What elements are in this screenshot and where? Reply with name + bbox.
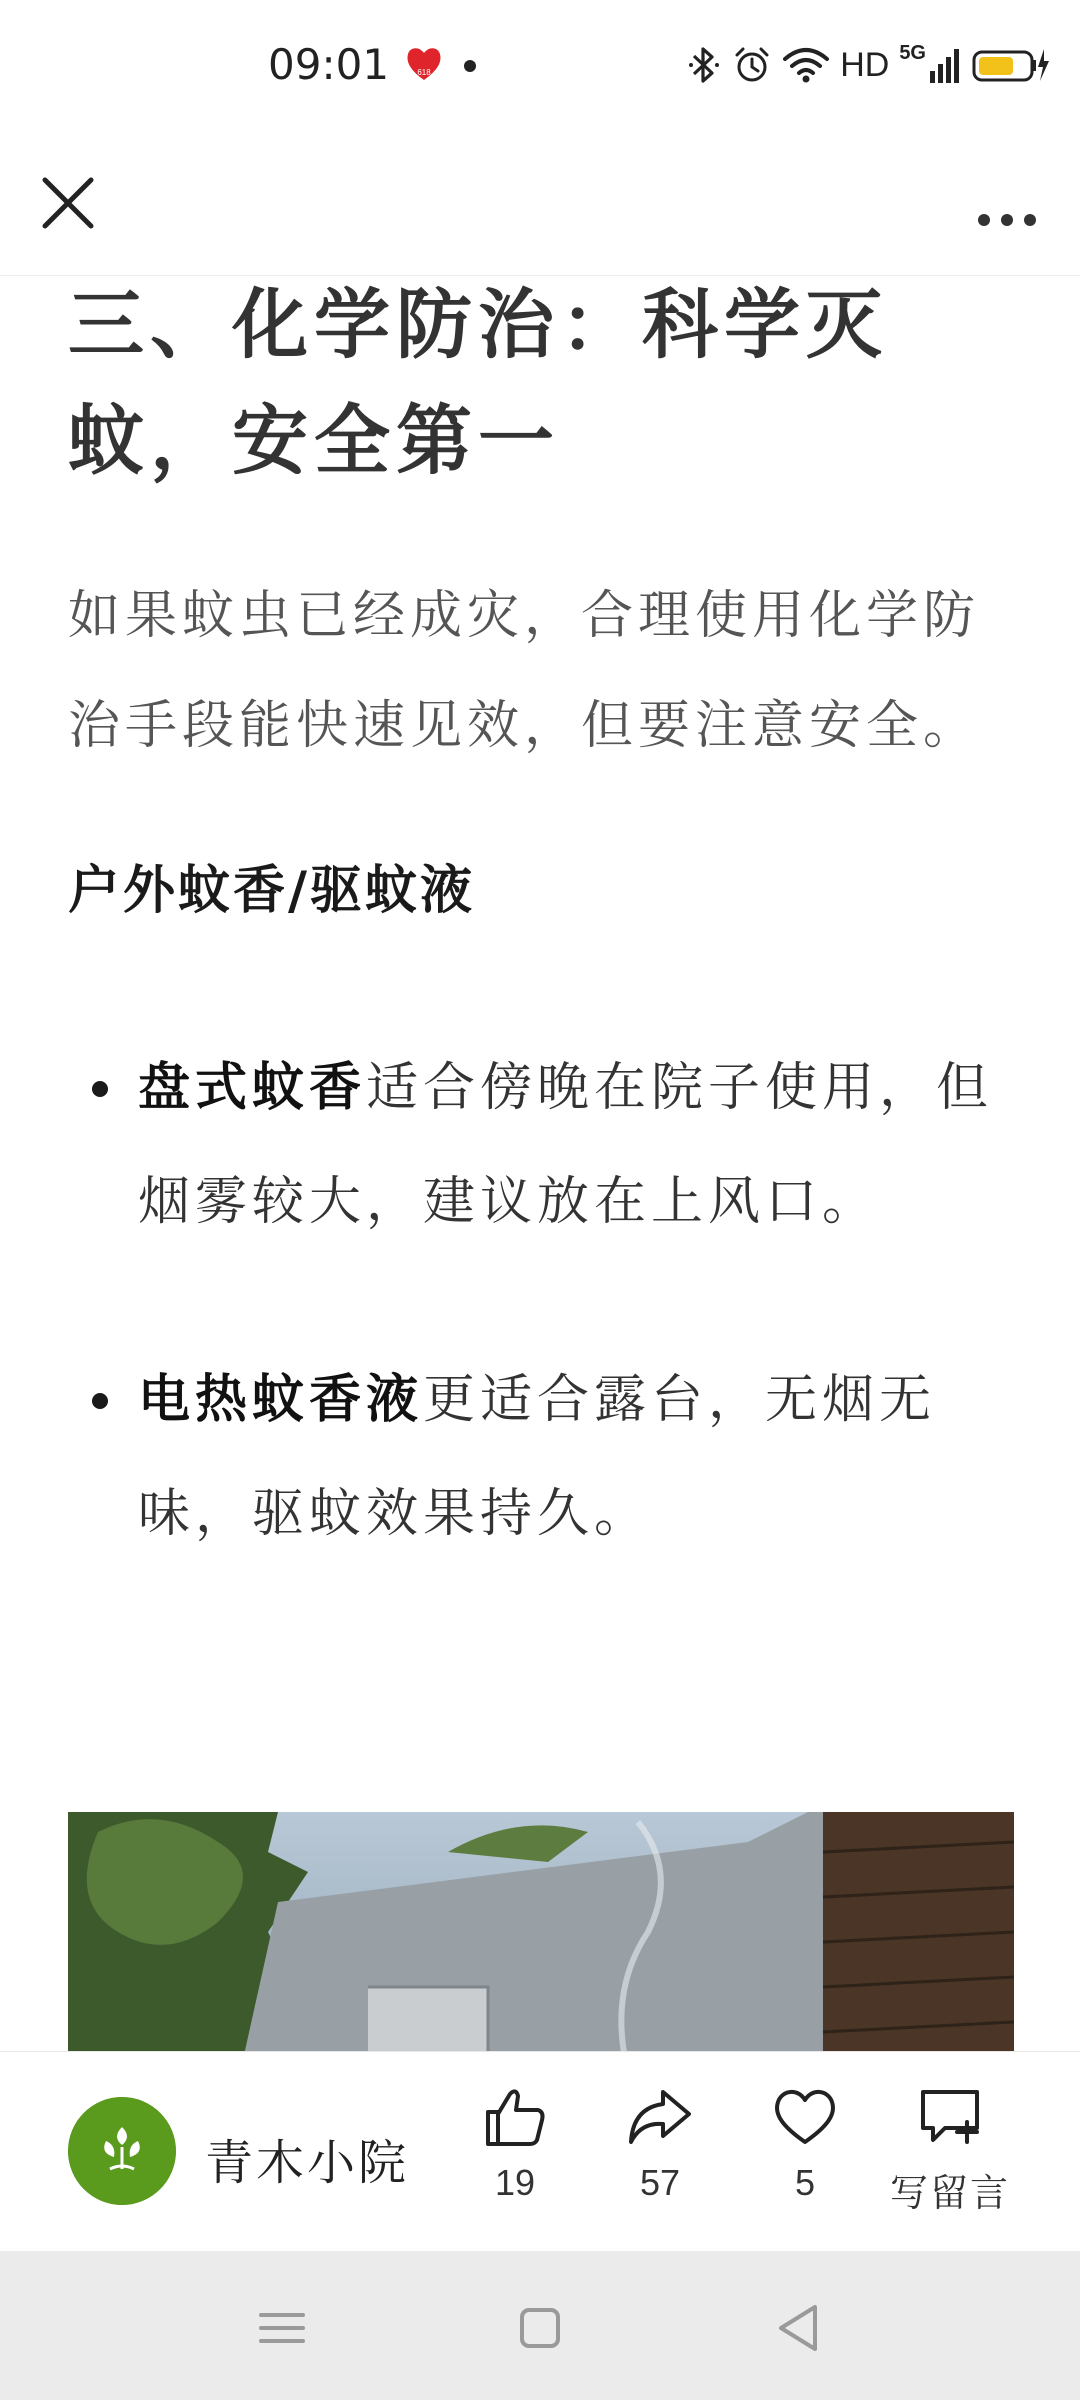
bullet-bold-term: 盘式蚊香 [138, 1058, 367, 1118]
more-options-icon[interactable] [962, 163, 1052, 243]
article-content [68, 275, 1018, 2051]
list-item [68, 1343, 1018, 1571]
bullet-dot [92, 1393, 108, 1409]
heart-icon [770, 2082, 840, 2152]
signal-icon [928, 45, 962, 85]
list-item [68, 1031, 1018, 1259]
notification-dot [464, 60, 476, 72]
author-avatar[interactable] [68, 2097, 176, 2205]
battery-icon [972, 45, 1050, 85]
home-icon[interactable] [505, 2293, 575, 2363]
status-bar [0, 0, 1080, 135]
bullet-list [68, 1031, 1018, 1571]
bullet-text: 更适合露台，无烟无味，驱蚊效果持久。 [138, 1370, 937, 1544]
thumbs-up-icon [480, 2082, 550, 2152]
bottom-action-bar [0, 2051, 1080, 2252]
favorite-count: 5 [794, 2162, 816, 2203]
wifi-icon [782, 45, 830, 85]
back-icon[interactable] [763, 2293, 833, 2363]
svg-text:618: 618 [417, 68, 431, 77]
section-heading: 三、化学防治：科学灭蚊，安全第一 [68, 280, 888, 485]
subheading: 户外蚊香/驱蚊液 [68, 861, 475, 921]
share-button[interactable] [595, 2082, 725, 2204]
bullet-bold-term: 电热蚊香液 [138, 1370, 424, 1430]
bullet-dot [92, 1081, 108, 1097]
system-nav-bar [0, 2251, 1080, 2400]
bluetooth-icon [688, 45, 722, 85]
status-icons [688, 40, 1050, 90]
write-comment-label: 写留言 [889, 2171, 1010, 2215]
author-name[interactable]: 青木小院 [205, 2135, 410, 2191]
alarm-icon [732, 45, 772, 85]
write-comment-button[interactable] [885, 2082, 1015, 2217]
menu-icon[interactable] [247, 2293, 317, 2363]
intro-paragraph: 如果蚊虫已经成灾，合理使用化学防治手段能快速见效，但要注意安全。 [68, 586, 981, 756]
like-count: 19 [494, 2162, 536, 2203]
comment-add-icon [915, 2082, 985, 2152]
hd-indicator: HD [840, 45, 890, 84]
close-icon[interactable] [28, 163, 108, 243]
like-button[interactable] [450, 2082, 580, 2204]
share-count: 57 [639, 2162, 681, 2203]
status-time: 09:01 [268, 40, 390, 89]
article-photo[interactable] [68, 1812, 1014, 2051]
favorite-button[interactable] [740, 2082, 870, 2204]
top-nav-bar [0, 135, 1080, 276]
bullet-text: 适合傍晚在院子使用，但烟雾较大，建议放在上风口。 [138, 1058, 994, 1232]
share-arrow-icon [625, 2082, 695, 2152]
shopping-festival-badge-icon [404, 44, 444, 82]
5g-indicator: 5G [899, 41, 926, 64]
